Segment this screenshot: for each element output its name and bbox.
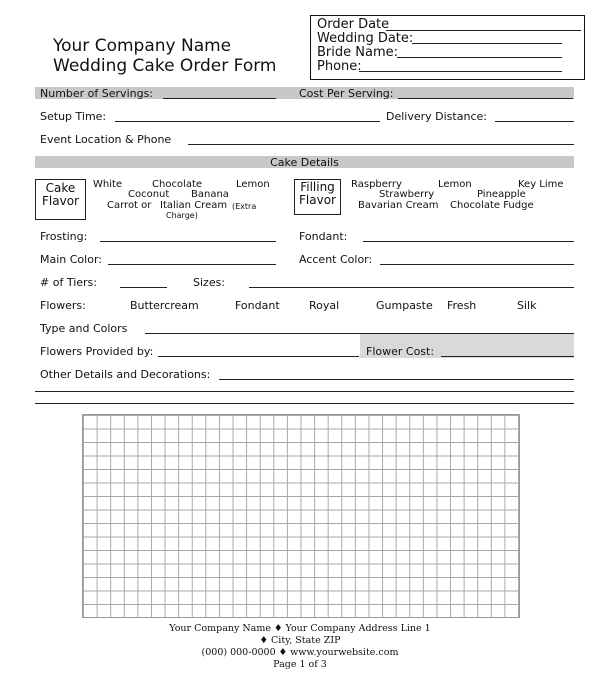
footer-contact: (000) 000-0000 ♦ www.yourwebsite.com: [201, 647, 399, 658]
other-details-field[interactable]: [219, 379, 574, 380]
order-date-field[interactable]: [386, 30, 581, 31]
form-title: Wedding Cake Order Form: [53, 56, 277, 76]
filling-pineapple[interactable]: Pineapple: [477, 189, 526, 200]
cake-flavor-carrot[interactable]: Carrot or: [107, 200, 152, 211]
sketch-grid[interactable]: [82, 414, 520, 618]
accent-color-field[interactable]: [380, 264, 574, 265]
setup-time-field[interactable]: [115, 121, 380, 122]
main-color-label: Main Color:: [40, 253, 102, 266]
setup-time-label: Setup Time:: [40, 110, 107, 123]
other-details-line-2[interactable]: [35, 391, 574, 392]
cake-flavor-lemon[interactable]: Lemon: [236, 179, 270, 190]
cake-details-heading: Cake Details: [270, 156, 339, 169]
delivery-distance-field[interactable]: [495, 121, 574, 122]
frosting-field[interactable]: [100, 241, 276, 242]
phone-label: Phone:: [317, 59, 362, 74]
filling-flavor-box: [294, 179, 341, 215]
other-details-line-3[interactable]: [35, 403, 574, 404]
other-details-label: Other Details and Decorations:: [40, 368, 211, 381]
filling-strawberry[interactable]: Strawberry: [379, 189, 435, 200]
cake-flavor-banana[interactable]: Banana: [191, 189, 229, 200]
flower-royal[interactable]: Royal: [309, 299, 340, 312]
footer-page-number: Page 1 of 3: [273, 659, 327, 670]
flowers-label: Flowers:: [40, 299, 86, 312]
cost-per-serving-field[interactable]: [398, 98, 573, 99]
fondant-field[interactable]: [363, 241, 574, 242]
sizes-field[interactable]: [249, 287, 574, 288]
servings-field[interactable]: [163, 98, 276, 99]
filling-raspberry[interactable]: Raspberry: [351, 179, 402, 190]
filling-chocolate-fudge[interactable]: Chocolate Fudge: [450, 200, 534, 211]
flowers-provided-label: Flowers Provided by:: [40, 345, 154, 358]
bride-name-field[interactable]: [397, 57, 562, 58]
cake-flavor-white[interactable]: White: [93, 179, 123, 190]
phone-field[interactable]: [359, 71, 562, 72]
flower-fondant[interactable]: Fondant: [235, 299, 280, 312]
cake-flavor-label-line2: Flavor: [42, 194, 79, 208]
wedding-date-field[interactable]: [412, 43, 562, 44]
main-color-field[interactable]: [108, 264, 276, 265]
accent-color-label: Accent Color:: [299, 253, 373, 266]
flower-gumpaste[interactable]: Gumpaste: [376, 299, 433, 312]
wedding-date-label: Wedding Date:: [317, 31, 414, 46]
type-colors-label: Type and Colors: [40, 322, 128, 335]
extra-charge-note-line2: Charge): [166, 211, 198, 220]
cake-flavor-label-line1: Cake: [45, 181, 76, 195]
tiers-field[interactable]: [120, 287, 167, 288]
company-name: Your Company Name: [53, 36, 232, 56]
flowers-provided-field[interactable]: [158, 356, 359, 357]
footer-address-line1: Your Company Name ♦ Your Company Address Line 1: [169, 623, 431, 634]
servings-label: Number of Servings:: [40, 87, 154, 100]
filling-key-lime[interactable]: Key Lime: [518, 179, 564, 190]
cake-flavor-box: [35, 179, 86, 220]
cake-flavor-chocolate[interactable]: Chocolate: [152, 179, 203, 190]
delivery-distance-label: Delivery Distance:: [386, 110, 487, 123]
flower-silk[interactable]: Silk: [517, 299, 537, 312]
cake-flavor-italian-cream[interactable]: Italian Cream: [160, 200, 228, 211]
filling-bavarian-cream[interactable]: Bavarian Cream: [358, 200, 439, 211]
filling-flavor-label-line1: Filling: [300, 180, 335, 194]
event-location-label: Event Location & Phone: [40, 133, 172, 146]
flower-fresh[interactable]: Fresh: [447, 299, 477, 312]
event-location-field[interactable]: [188, 144, 574, 145]
bride-name-label: Bride Name:: [317, 45, 398, 60]
fondant-label: Fondant:: [299, 230, 348, 243]
footer-address-line2: ♦ City, State ZIP: [259, 635, 341, 646]
frosting-label: Frosting:: [40, 230, 88, 243]
cost-per-serving-label: Cost Per Serving:: [299, 87, 394, 100]
tiers-label: # of Tiers:: [40, 276, 97, 289]
cake-flavor-coconut[interactable]: Coconut: [128, 189, 170, 200]
filling-lemon[interactable]: Lemon: [438, 179, 472, 190]
filling-flavor-label-line2: Flavor: [299, 193, 336, 207]
sizes-label: Sizes:: [193, 276, 226, 289]
flower-cost-field[interactable]: [441, 356, 574, 357]
extra-charge-note-line1: (Extra: [232, 202, 257, 211]
order-date-label: Order Date: [317, 17, 390, 32]
flower-buttercream[interactable]: Buttercream: [130, 299, 199, 312]
flower-cost-label: Flower Cost:: [366, 345, 435, 358]
